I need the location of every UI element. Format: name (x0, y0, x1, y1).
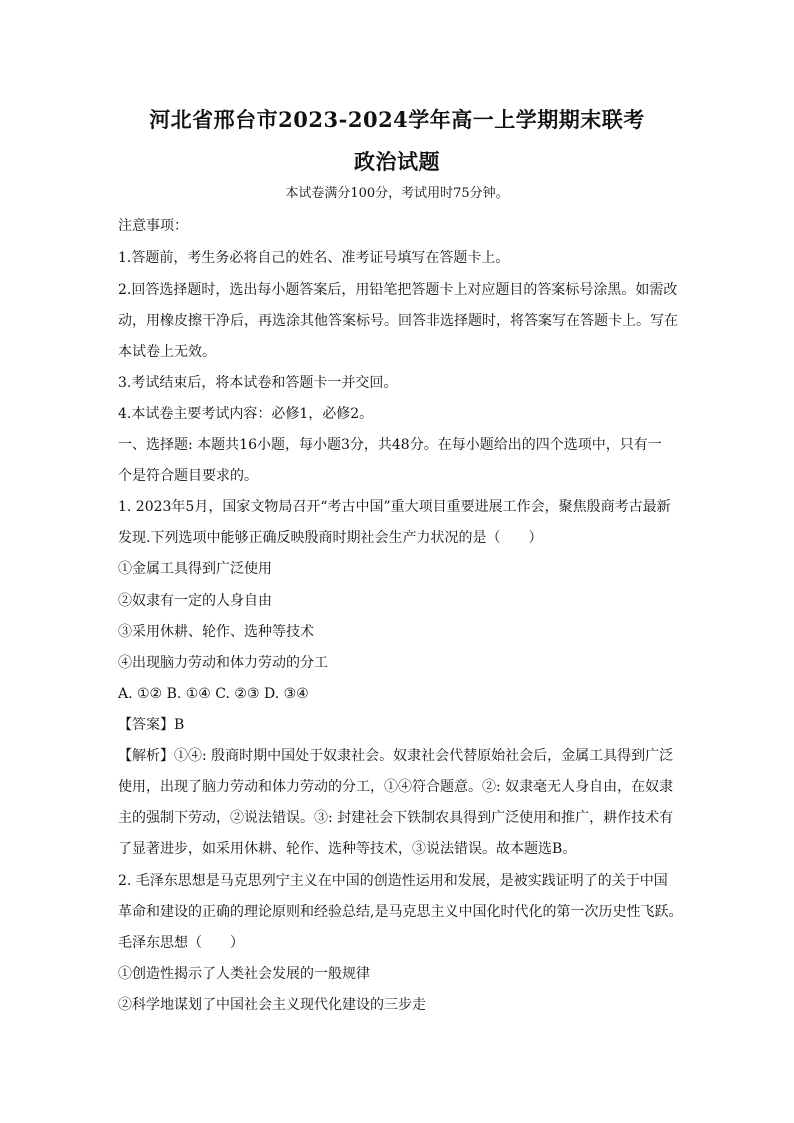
q2-stem-line-1: 2. 毛泽东思想是马克思列宁主义在中国的创造性运用和发展，是被实践证明了的关于中国 (118, 873, 668, 889)
notes-heading: 注意事项： (118, 218, 188, 234)
q1-option-1: ①金属工具得到广泛使用 (118, 561, 272, 577)
q2-stem-line-3: 毛泽东思想（ ） (118, 935, 244, 951)
q1-explanation-line-1: 【解析】①④: 殷商时期中国处于奴隶社会。奴隶社会代替原始社会后，金属工具得到广泛 (118, 748, 674, 764)
q1-explanation-line-3: 主的强制下劳动，②说法错误。③: 封建社会下铁制农具得到广泛使用和推广，耕作技术有 (118, 810, 674, 826)
section-heading-line-2: 个是符合题目要求的。 (118, 468, 258, 484)
note-3: 3.考试结束后，将本试卷和答题卡一并交回。 (118, 375, 398, 391)
note-2-line-2: 动，用橡皮擦干净后，再选涂其他答案标号。回答非选择题时，将答案写在答题卡上。写在 (118, 313, 678, 329)
page-subtitle: 政治试题 (354, 149, 440, 174)
q1-stem-line-1: 1. 2023年5月，国家文物局召开“考古中国”重大项目重要进展工作会，聚焦殷商考古最新 (118, 499, 671, 515)
q2-option-1: ①创造性揭示了人类社会发展的一般规律 (118, 966, 370, 982)
exam-info: 本试卷满分100分，考试用时75分钟。 (285, 186, 509, 201)
q1-option-4: ④出现脑力劳动和体力劳动的分工 (118, 655, 328, 671)
q1-explanation-line-2: 使用，出现了脑力劳动和体力劳动的分工，①④符合题意。②: 奴隶毫无人身自由，在奴隶 (118, 779, 674, 795)
note-1: 1.答题前，考生务必将自己的姓名、准考证号填写在答题卡上。 (118, 250, 510, 266)
note-4: 4.本试卷主要考试内容：必修1，必修2。 (118, 406, 374, 422)
q1-option-3: ③采用休耕、轮作、选种等技术 (118, 624, 314, 640)
note-2-line-3: 本试卷上无效。 (118, 344, 216, 360)
q1-option-2: ②奴隶有一定的人身自由 (118, 593, 272, 609)
q1-explanation-line-4: 了显著进步，如采用休耕、轮作、选种等技术，③说法错误。故本题选B。 (118, 841, 577, 857)
q2-stem-line-2: 革命和建设的正确的理论原则和经验总结,是马克思主义中国化时代化的第一次历史性飞跃。 (118, 904, 683, 920)
section-heading-line-1: 一、选择题: 本题共16小题，每小题3分，共48分。在每小题给出的四个选项中，只有一 (118, 437, 662, 453)
page-title: 河北省邢台市2023-2024学年高一上学期期末联考 (149, 107, 645, 132)
q1-choices: A. ①② B. ①④ C. ②③ D. ③④ (118, 686, 309, 702)
note-2-line-1: 2.回答选择题时，选出每小题答案后，用铅笔把答题卡上对应题目的答案标号涂黑。如需改 (118, 282, 678, 298)
q1-answer: 【答案】B (118, 717, 185, 733)
q1-stem-line-2: 发现.下列选项中能够正确反映殷商时期社会生产力状况的是（ ） (118, 530, 543, 546)
q2-option-2: ②科学地谋划了中国社会主义现代化建设的三步走 (118, 997, 426, 1013)
